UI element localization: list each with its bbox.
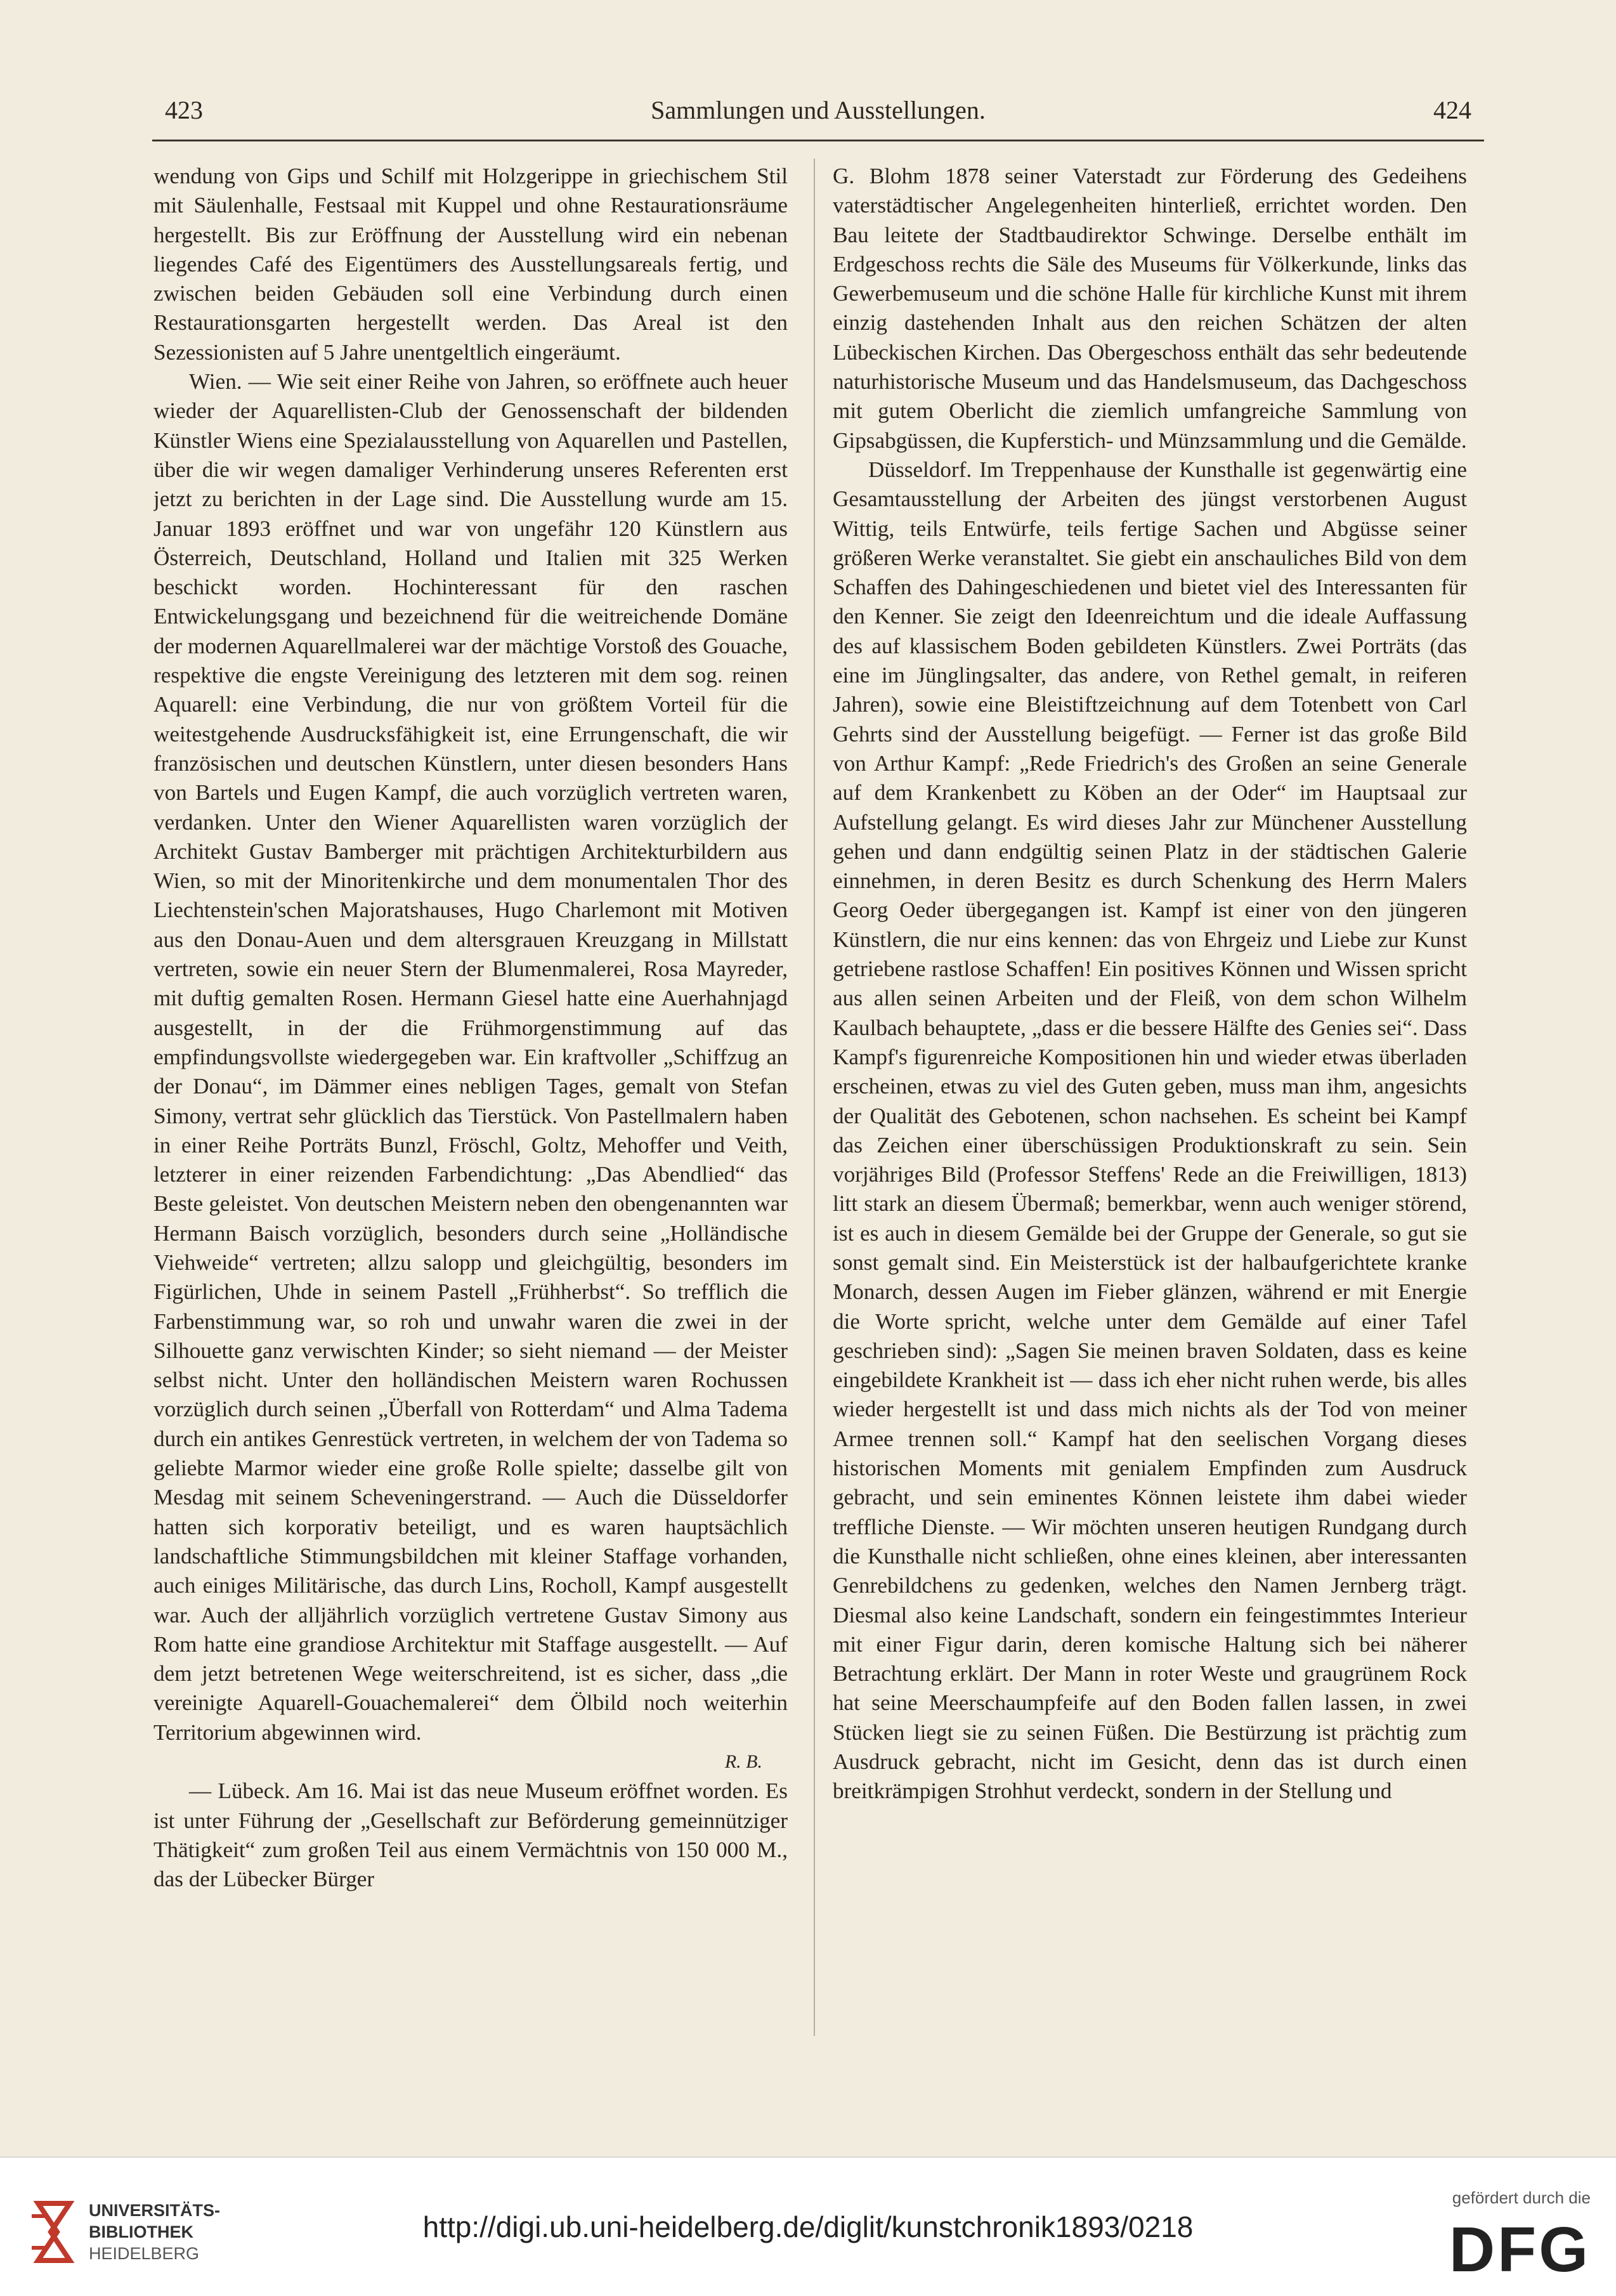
- paragraph: Wien. — Wie seit einer Reihe von Jahren, so eröffnete auch heuer wieder der Aquarellisten-Club der Genossenschaft der bildenden Künstler Wiens eine Spezialausstellung von Aquarellen und Pastellen, über die wir wegen damaliger Verhinderung unseres Referenten erst jetzt zu berichten in der Lage sind. Die Ausstellung wurde am 15. Januar 1893 eröffnet und war von ungefähr 120 Künstlern aus Österreich, Deutschland, Holland und Italien mit 325 Werken beschickt worden. Hochinteressant für den raschen Entwickelungsgang und bezeichnend für die weitreichende Domäne der modernen Aquarellmalerei war der mächtige Vorstoß des Gouache, respektive die engste Vereinigung des letzteren mit dem sog. reinen Aquarell: eine Verbindung, die nur von größtem Vorteil für die weitestgehende Ausdrucksfähigkeit ist, eine Errungenschaft, die wir französischen und deutschen Künstlern, unter diesen besonders Hans von Bartels und Eugen Kampf, die auch vorzüglich vertreten waren, verdanken. Unter den Wiener Aquarellisten waren vorzüglich der Architekt Gustav Bamberger mit prächtigen Architekturbildern aus Wien, so mit der Minoritenkirche und dem monumentalen Thor des Liechtenstein'schen Majoratshauses, Hugo Charlemont mit Motiven aus den Donau-Auen und dem altersgrauen Kreuzgang in Millstatt vertreten, sowie ein neuer Stern der Blumenmalerei, Rosa Mayreder, mit duftig gemalten Rosen. Hermann Giesel hatte eine Auerhahnjagd ausgestellt, in der die Frühmorgenstimmung auf das empfindungsvollste wiedergegeben war. Ein kraftvoller „Schiffzug an der Donau“, im Dämmer eines nebligen Tages, gemalt von Stefan Simony, vertrat sehr glücklich das Tierstück. Von Pastellmalern haben in einer Reihe Porträts Bunzl, Fröschl, Goltz, Mehoffer und Veith, letzterer in einer reizenden Farbendichtung: „Das Abendlied“ das Beste geleistet. Von deutschen Meistern neben den obengenannten war Hermann Baisch vorzüglich, besonders durch seine „Holländische Viehweide“ vertreten; allzu salopp und gleichgültig, besonders im Figürlichen, Uhde in seinem Pastell „Frühherbst“. So trefflich die Farbenstimmung war, so roh und unwahr waren die zwei in der Silhouette ganz verwischten Kinder; so sieht niemand — der Meister selbst nicht. Unter den holländischen Meistern waren Rochussen vorzüglich durch seinen „Überfall von Rotterdam“ und Alma Tadema durch ein antikes Genrestück vertreten, in welchem der von Tadema so geliebte Marmor wieder eine große Rolle spielte; dasselbe gilt von Mesdag mit seinem Scheveningerstrand. — Auch die Düsseldorfer hatten sich korporativ beteiligt, und es waren hauptsächlich landschaftliche Stimmungsbildchen mit kleiner Staffage vorhanden, auch einiges Militärische, das durch Lins, Rocholl, Kampf ausgestellt war. Auch der alljährlich vorzüglich vertretene Gustav Simony aus Rom hatte eine grandiose Architektur mit Staffage ausgestellt. — Auf dem jetzt betretenen Wege weiterschreitend, ist es sicher, dass „die vereinigte Aquarell-Gouachemalerei“ dem Ölbild noch weiterhin Territorium abgewinnen wird.: [153, 369, 788, 1745]
- right-column: [833, 162, 1467, 2052]
- page-header: [152, 95, 1484, 133]
- running-title: Sammlungen und Ausstellungen.: [651, 96, 986, 124]
- left-column: [153, 162, 788, 2052]
- page-number-left: 423: [165, 96, 203, 124]
- author-signature: R. B.: [724, 1751, 762, 1773]
- library-name: UNIVERSITÄTS- BIBLIOTHEK HEIDELBERG: [89, 2201, 221, 2263]
- dfg-logo: DFG: [1449, 2214, 1591, 2285]
- column-separator: [814, 159, 815, 2036]
- header-rule: [152, 140, 1484, 141]
- paragraph: wendung von Gips und Schilf mit Holzgerippe in griechischem Stil mit Säulenhalle, Festsaal mit Kuppel und ohne Restaurationsräume hergestellt. Bis zur Eröffnung der Ausstellung wird ein nebenan liegendes Café des Eigentümers des Ausstellungsareals fertig, und zwischen beiden Gebäuden soll eine Verbindung durch einen Restaurationsgarten hergestellt werden. Das Areal ist den Sezessionisten auf 5 Jahre unentgeltlich eingeräumt.: [153, 164, 788, 365]
- paragraph: — Lübeck. Am 16. Mai ist das neue Museum eröffnet worden. Es ist unter Führung der „Gesellschaft zur Beförderung gemeinnütziger Thätigkeit“ zum großen Teil aus einem Vermächtnis von 150 000 M., das der Lübecker Bürger: [153, 1778, 788, 1892]
- page-number-right: 424: [1433, 96, 1471, 124]
- digitization-footer: [0, 2156, 1616, 2296]
- funding-note: gefördert durch die: [1452, 2188, 1591, 2207]
- paragraph: Düsseldorf. Im Treppenhause der Kunsthalle ist gegenwärtig eine Gesamtausstellung der Arbeiten des jüngst verstorbenen August Wittig, teils Entwürfe, teils fertige Sachen und Abgüsse seiner größeren Werke veranstaltet. Sie giebt ein anschauliches Bild von dem Schaffen des Dahingeschiedenen und bietet viel des Interessanten für den Kenner. Sie zeigt den Ideenreichtum und die ideale Auffassung des auf klassischem Boden gebildeten Künstlers. Zwei Porträts (das eine im Jünglingsalter, das andere, von Rethel gemalt, in reiferen Jahren), sowie eine Bleistiftzeichnung auf dem Totenbett von Carl Gehrts sind der Ausstellung beigefügt. — Ferner ist das große Bild von Arthur Kampf: „Rede Friedrich's des Großen an seine Generale auf dem Krankenbett zu Köben an der Oder“ im Hauptsaal zur Aufstellung gelangt. Es wird dieses Jahr zur Münchener Ausstellung gehen und dann endgültig seinen Platz in der städtischen Galerie einnehmen, in deren Besitz es durch Schenkung des Herrn Malers Georg Oeder übergegangen ist. Kampf ist einer von den jüngeren Künstlern, die nur eins kennen: das von Ehrgeiz und Liebe zur Kunst getriebene rastlose Schaffen! Ein positives Können und Wissen spricht aus allen seinen Arbeiten und der Fleiß, von dem schon Wilhelm Kaulbach behauptete, „dass er die bessere Hälfte des Genies sei“. Dass Kampf's figurenreiche Kompositionen hin und wieder etwas überladen erscheinen, etwas zu viel des Guten geben, muss man ihm, angesichts der Qualität des Gebotenen, schon nachsehen. Es scheint bei Kampf das Zeichen einer überschüssigen Produktionskraft zu sein. Sein vorjähriges Bild (Professor Steffens' Rede an die Freiwilligen, 1813) litt stark an diesem Übermaß; bemerkbar, wenn auch weniger störend, ist es auch in diesem Gemälde bei der Gruppe der Generale, so gut sie sonst gemalt sind. Ein Meisterstück ist der halbaufgerichtete kranke Monarch, dessen Augen im Fieber glänzen, während er mit Energie die Worte spricht, welche unter dem Gemälde auf einer Tafel geschrieben sind): „Sagen Sie meinen braven Soldaten, dass es keine eingebildete Krankheit ist — dass ich eher nicht ruhen werde, bis alles wieder hergestellt ist und dass mich nichts als der Tod von meiner Armee trennen soll.“ Kampf hat den seelischen Vorgang dieses historischen Moments mit genialem Empfinden zum Ausdruck gebracht, und sein eminentes Können leistete ihm dabei wieder treffliche Dienste. — Wir möchten unseren heutigen Rundgang durch die Kunsthalle nicht schließen, ohne eines kleinen, aber interessanten Genrebildchens zu gedenken, welches den Namen Jernberg trägt. Diesmal also keine Landschaft, sondern ein feingestimmtes Interieur mit einer Figur darin, deren komische Haltung sich bei näherer Betrachtung erklärt. Der Mann in roter Weste und graugrünem Rock hat seine Meerschaumpfeife auf den Boden fallen lassen, in zwei Stücken liegt sie zu seinen Füßen. Die Bestürzung ist prächtig zum Ausdruck gebracht, nicht im Gesicht, denn das ist durch einen breitkrämpigen Strohhut verdeckt, sondern in der Stellung und: [833, 457, 1467, 1804]
- source-url-link[interactable]: http://digi.ub.uni-heidelberg.de/diglit/kunstchronik1893/0218: [422, 2210, 1194, 2243]
- paragraph: G. Blohm 1878 seiner Vaterstadt zur Förderung des Gedeihens vaterstädtischer Angelegenheiten hinterließ, errichtet worden. Den Bau leitete der Stadtbaudirektor Schwinge. Derselbe enthält im Erdgeschoss rechts die Säle des Museums für Völkerkunde, links das Gewerbemuseum und die schöne Halle für kirchliche Kunst mit ihrem einzig dastehenden Inhalt aus den reichen Schätzen der alten Lübeckischen Kirchen. Das Obergeschoss enthält das sehr bedeutende naturhistorische Museum und das Handelsmuseum, das Dachgeschoss mit gutem Oberlicht die ziemlich umfangreiche Sammlung von Gipsabgüssen, die Kupferstich- und Münzsammlung und die Gemälde.: [833, 164, 1467, 453]
